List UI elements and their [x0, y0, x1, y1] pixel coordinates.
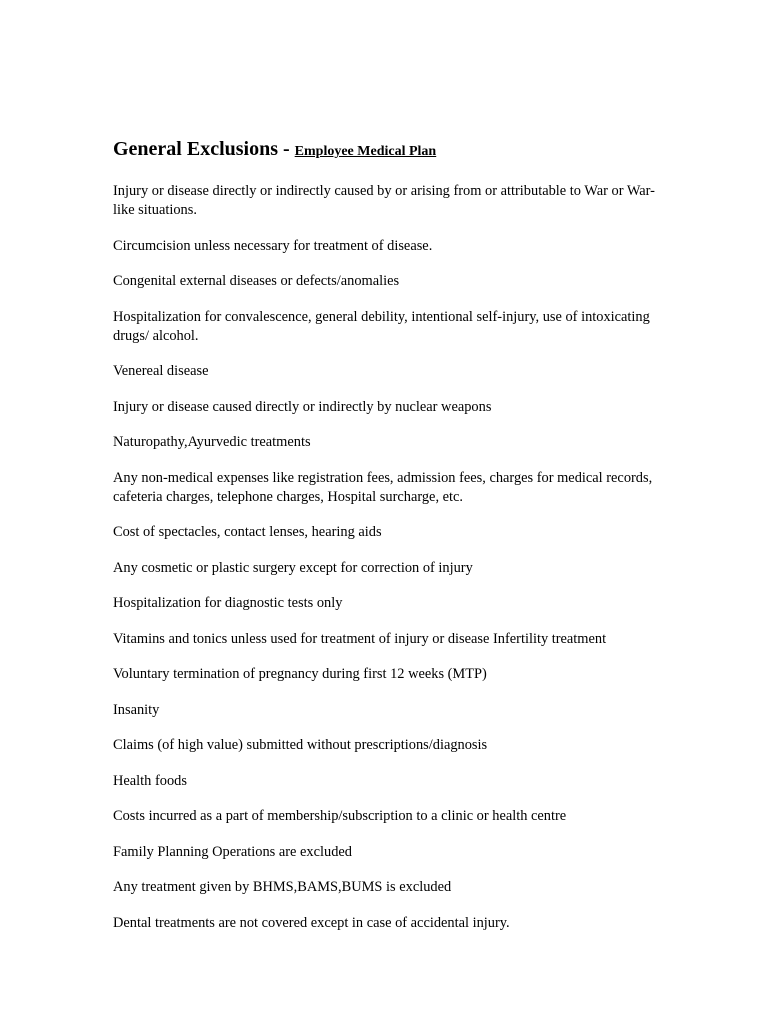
exclusion-item: Injury or disease caused directly or indirectly by nuclear weapons	[113, 398, 492, 415]
exclusion-item: Health foods	[113, 772, 187, 789]
exclusion-item: Any cosmetic or plastic surgery except for correction of injury	[113, 559, 473, 576]
exclusion-list	[113, 182, 663, 933]
exclusion-item: Family Planning Operations are excluded	[113, 843, 352, 860]
exclusion-item: Cost of spectacles, contact lenses, hearing aids	[113, 524, 382, 540]
exclusion-item: Naturopathy,Ayurvedic treatments	[113, 434, 311, 450]
exclusion-item: Insanity	[113, 701, 160, 718]
exclusion-item: Any non-medical expenses like registration fees, admission fees, charges for medical records, cafeteria charges, telephone charges, Hospital surcharge, etc.	[113, 469, 653, 505]
exclusion-item: Voluntary termination of pregnancy during first 12 weeks (MTP)	[113, 666, 487, 682]
exclusion-item: Vitamins and tonics unless used for treatment of injury or disease Infertility treatment	[113, 630, 607, 647]
exclusion-item: Any treatment given by BHMS,BAMS,BUMS is excluded	[113, 879, 452, 895]
exclusion-item: Dental treatments are not covered except in case of accidental injury.	[113, 914, 510, 931]
exclusion-item: Costs incurred as a part of membership/subscription to a clinic or health centre	[113, 808, 567, 824]
exclusion-item: Hospitalization for convalescence, general debility, intentional self-injury, use of intoxicating drugs/ alcohol.	[113, 308, 650, 344]
exclusion-item: Hospitalization for diagnostic tests only	[113, 595, 343, 611]
exclusion-item: Claims (of high value) submitted without prescriptions/diagnosis	[113, 737, 488, 753]
document-page	[113, 131, 663, 949]
exclusion-item: Circumcision unless necessary for treatment of disease.	[113, 237, 433, 254]
page-title: General Exclusions -	[113, 138, 295, 160]
document-heading	[113, 131, 663, 165]
exclusion-item: Injury or disease directly or indirectly caused by or arising from or attributable to War or War-like situations.	[113, 183, 655, 218]
exclusion-item: Venereal disease	[113, 363, 209, 379]
exclusion-item: Congenital external diseases or defects/anomalies	[113, 273, 400, 289]
plan-name: Employee Medical Plan	[294, 144, 437, 159]
